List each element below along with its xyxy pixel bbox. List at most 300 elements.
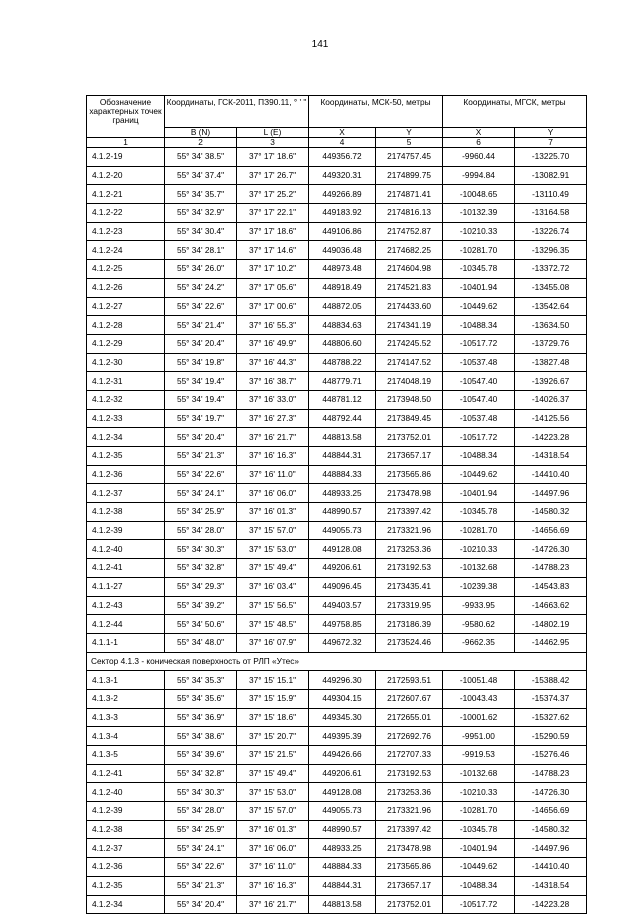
table-cell: -9951.00 xyxy=(443,727,515,746)
table-cell: 448872.05 xyxy=(309,297,376,316)
table-cell: 2173186.39 xyxy=(376,615,443,634)
table-cell: 37° 15' 15.9" xyxy=(237,689,309,708)
table-cell: 4.1.2-41 xyxy=(87,764,165,783)
table-cell: 4.1.3-5 xyxy=(87,746,165,765)
table-cell: -15374.37 xyxy=(515,689,587,708)
table-cell: 449672.32 xyxy=(309,633,376,652)
table-cell: 449426.66 xyxy=(309,746,376,765)
table-cell: 2173435.41 xyxy=(376,577,443,596)
table-cell: 4.1.3-4 xyxy=(87,727,165,746)
table-cell: 55° 34' 50.6" xyxy=(165,615,237,634)
table-cell: 2174433.60 xyxy=(376,297,443,316)
table-cell: 37° 16' 16.3" xyxy=(237,876,309,895)
subheader-cell: L (E) xyxy=(237,128,309,138)
table-cell: 448792.44 xyxy=(309,409,376,428)
table-cell: 4.1.2-30 xyxy=(87,353,165,372)
subheader-cell: X xyxy=(309,128,376,138)
table-cell: 55° 34' 24.1" xyxy=(165,839,237,858)
page-number: 141 xyxy=(311,39,329,50)
column-number: 7 xyxy=(515,138,587,148)
table-cell: 2173478.98 xyxy=(376,839,443,858)
table-cell: 4.1.2-39 xyxy=(87,521,165,540)
table-cell: -10132.68 xyxy=(443,559,515,578)
table-row xyxy=(87,802,587,821)
column-number: 3 xyxy=(237,138,309,148)
table-cell: 4.1.2-37 xyxy=(87,839,165,858)
table-cell: -10488.34 xyxy=(443,876,515,895)
table-row xyxy=(87,148,587,167)
table-cell: -13372.72 xyxy=(515,260,587,279)
table-cell: 4.1.2-44 xyxy=(87,615,165,634)
table-cell: 448918.49 xyxy=(309,278,376,297)
table-row xyxy=(87,185,587,204)
table-cell: 2173192.53 xyxy=(376,764,443,783)
table-cell: -13827.48 xyxy=(515,353,587,372)
table-cell: 4.1.2-35 xyxy=(87,876,165,895)
table-cell: 4.1.3-3 xyxy=(87,708,165,727)
table-cell: 37° 15' 49.4" xyxy=(237,764,309,783)
table-cell: -10449.62 xyxy=(443,297,515,316)
table-cell: 55° 34' 19.4" xyxy=(165,372,237,391)
table-cell: 55° 34' 28.1" xyxy=(165,241,237,260)
table-cell: 37° 15' 21.5" xyxy=(237,746,309,765)
table-cell: 449183.92 xyxy=(309,204,376,223)
table-cell: 2173752.01 xyxy=(376,428,443,447)
table-cell: 2173319.95 xyxy=(376,596,443,615)
table-cell: 2174245.52 xyxy=(376,334,443,353)
subheader-cell: Y xyxy=(376,128,443,138)
table-cell: 449266.89 xyxy=(309,185,376,204)
table-cell: 55° 34' 20.4" xyxy=(165,428,237,447)
table-cell: -14788.23 xyxy=(515,764,587,783)
table-cell: 55° 34' 32.8" xyxy=(165,559,237,578)
column-number: 4 xyxy=(309,138,376,148)
table-cell: 55° 34' 19.4" xyxy=(165,390,237,409)
table-cell: -14802.19 xyxy=(515,615,587,634)
table-cell: 55° 34' 39.2" xyxy=(165,596,237,615)
table-row xyxy=(87,222,587,241)
table-cell: 4.1.2-21 xyxy=(87,185,165,204)
table-cell: 448813.58 xyxy=(309,428,376,447)
table-cell: 2174682.25 xyxy=(376,241,443,260)
table-cell: -10517.72 xyxy=(443,895,515,914)
column-number: 1 xyxy=(87,138,165,148)
table-cell: 37° 16' 21.7" xyxy=(237,895,309,914)
table-cell: 449096.45 xyxy=(309,577,376,596)
table-cell: -10537.48 xyxy=(443,353,515,372)
table-cell: 449356.72 xyxy=(309,148,376,167)
table-row xyxy=(87,876,587,895)
table-cell: -10048.65 xyxy=(443,185,515,204)
table-cell: 55° 34' 26.0" xyxy=(165,260,237,279)
table-cell: 2174757.45 xyxy=(376,148,443,167)
table-cell: 2174147.52 xyxy=(376,353,443,372)
table-cell: -10132.68 xyxy=(443,764,515,783)
table-cell: 37° 16' 38.7" xyxy=(237,372,309,391)
table-row xyxy=(87,540,587,559)
table-row xyxy=(87,372,587,391)
table-cell: 449055.73 xyxy=(309,802,376,821)
table-cell: 55° 34' 19.8" xyxy=(165,353,237,372)
table-cell: 37° 16' 01.3" xyxy=(237,820,309,839)
subheader-cell: B (N) xyxy=(165,128,237,138)
table-cell: 55° 34' 19.7" xyxy=(165,409,237,428)
table-cell: -9960.44 xyxy=(443,148,515,167)
table-cell: 2174816.13 xyxy=(376,204,443,223)
table-cell: 2174871.41 xyxy=(376,185,443,204)
table-cell: 37° 16' 11.0" xyxy=(237,465,309,484)
table-cell: 4.1.2-40 xyxy=(87,783,165,802)
table-cell: 2173397.42 xyxy=(376,503,443,522)
table-cell: 2172607.67 xyxy=(376,689,443,708)
table-cell: -13729.76 xyxy=(515,334,587,353)
table-cell: 37° 17' 00.6" xyxy=(237,297,309,316)
table-cell: 37° 15' 15.1" xyxy=(237,671,309,690)
table-cell: 37° 16' 33.0" xyxy=(237,390,309,409)
column-number: 2 xyxy=(165,138,237,148)
table-cell: 2173253.36 xyxy=(376,540,443,559)
table-cell: 2173849.45 xyxy=(376,409,443,428)
table-cell: 2173321.96 xyxy=(376,802,443,821)
table-cell: -10517.72 xyxy=(443,428,515,447)
table-row xyxy=(87,521,587,540)
table-cell: 4.1.2-33 xyxy=(87,409,165,428)
table-row xyxy=(87,783,587,802)
table-row xyxy=(87,409,587,428)
table-cell: 448834.63 xyxy=(309,316,376,335)
table-row xyxy=(87,895,587,914)
table-cell: -14656.69 xyxy=(515,521,587,540)
header-point-designation: Обозначение характерных точек границ xyxy=(87,96,165,138)
table-cell: -10401.94 xyxy=(443,278,515,297)
table-cell: -10345.78 xyxy=(443,503,515,522)
table-cell: 55° 34' 32.8" xyxy=(165,764,237,783)
table-cell: 2174752.87 xyxy=(376,222,443,241)
table-row xyxy=(87,465,587,484)
table-cell: 4.1.1-1 xyxy=(87,633,165,652)
table-cell: 2172593.51 xyxy=(376,671,443,690)
table-cell: 448933.25 xyxy=(309,839,376,858)
table-cell: 449106.86 xyxy=(309,222,376,241)
table-row xyxy=(87,671,587,690)
table-cell: 55° 34' 28.0" xyxy=(165,521,237,540)
table-cell: 2173657.17 xyxy=(376,447,443,466)
table-cell: 4.1.2-31 xyxy=(87,372,165,391)
table-row xyxy=(87,746,587,765)
table-cell: 55° 34' 24.1" xyxy=(165,484,237,503)
table-cell: 449055.73 xyxy=(309,521,376,540)
table-cell: -10449.62 xyxy=(443,465,515,484)
table-cell: 4.1.2-32 xyxy=(87,390,165,409)
table-cell: -10547.40 xyxy=(443,372,515,391)
table-cell: 37° 16' 27.3" xyxy=(237,409,309,428)
table-cell: 37° 15' 53.0" xyxy=(237,540,309,559)
table-cell: 449758.85 xyxy=(309,615,376,634)
table-cell: 2173657.17 xyxy=(376,876,443,895)
table-cell: 55° 34' 20.4" xyxy=(165,334,237,353)
table-cell: 4.1.2-34 xyxy=(87,895,165,914)
table-cell: 55° 34' 24.2" xyxy=(165,278,237,297)
table-cell: -13455.08 xyxy=(515,278,587,297)
table-cell: -10537.48 xyxy=(443,409,515,428)
table-cell: 37° 15' 53.0" xyxy=(237,783,309,802)
table-cell: 448990.57 xyxy=(309,820,376,839)
table-cell: -14543.83 xyxy=(515,577,587,596)
table-cell: 37° 17' 25.2" xyxy=(237,185,309,204)
table-row xyxy=(87,615,587,634)
table-cell: 55° 34' 21.3" xyxy=(165,876,237,895)
table-cell: -10051.48 xyxy=(443,671,515,690)
table-cell: 448844.31 xyxy=(309,876,376,895)
table-row xyxy=(87,577,587,596)
table-cell: 4.1.2-29 xyxy=(87,334,165,353)
table-cell: -10401.94 xyxy=(443,484,515,503)
subheader-cell: X xyxy=(443,128,515,138)
table-cell: 448788.22 xyxy=(309,353,376,372)
header-gsk-coordinates: Координаты, ГСК-2011, ПЗ90.11, ° ' " xyxy=(165,96,309,128)
table-cell: 4.1.2-43 xyxy=(87,596,165,615)
table-body-sector-4-1-2 xyxy=(87,148,587,653)
table-cell: -10345.78 xyxy=(443,820,515,839)
table-cell: -14410.40 xyxy=(515,858,587,877)
table-cell: -14223.28 xyxy=(515,895,587,914)
table-cell: 37° 15' 20.7" xyxy=(237,727,309,746)
table-cell: 448806.60 xyxy=(309,334,376,353)
table-cell: 449403.57 xyxy=(309,596,376,615)
table-cell: -9580.62 xyxy=(443,615,515,634)
table-cell: 4.1.2-36 xyxy=(87,858,165,877)
table-cell: 37° 16' 06.0" xyxy=(237,839,309,858)
table-cell: 37° 15' 57.0" xyxy=(237,521,309,540)
table-row xyxy=(87,447,587,466)
table-row xyxy=(87,484,587,503)
table-row xyxy=(87,839,587,858)
table-row xyxy=(87,297,587,316)
table-cell: -14223.28 xyxy=(515,428,587,447)
table-cell: 37° 17' 26.7" xyxy=(237,166,309,185)
table-cell: -13634.50 xyxy=(515,316,587,335)
table-cell: 55° 34' 21.4" xyxy=(165,316,237,335)
table-cell: 37° 16' 11.0" xyxy=(237,858,309,877)
table-cell: -15327.62 xyxy=(515,708,587,727)
table-row xyxy=(87,166,587,185)
table-cell: 448884.33 xyxy=(309,858,376,877)
table-cell: 37° 16' 06.0" xyxy=(237,484,309,503)
table-cell: -14026.37 xyxy=(515,390,587,409)
table-row xyxy=(87,559,587,578)
table-cell: 37° 17' 22.1" xyxy=(237,204,309,223)
table-cell: 55° 34' 28.0" xyxy=(165,802,237,821)
table-cell: 4.1.2-38 xyxy=(87,503,165,522)
table-cell: -14410.40 xyxy=(515,465,587,484)
table-cell: 37° 16' 44.3" xyxy=(237,353,309,372)
table-cell: 4.1.2-37 xyxy=(87,484,165,503)
table-cell: 2173565.86 xyxy=(376,858,443,877)
table-cell: 4.1.2-34 xyxy=(87,428,165,447)
table-row xyxy=(87,727,587,746)
header-msk-coordinates: Координаты, МСК-50, метры xyxy=(309,96,443,128)
table-cell: -13082.91 xyxy=(515,166,587,185)
table-cell: 449320.31 xyxy=(309,166,376,185)
table-cell: 55° 34' 35.3" xyxy=(165,671,237,690)
table-cell: -14125.56 xyxy=(515,409,587,428)
table-cell: 449206.61 xyxy=(309,764,376,783)
table-cell: 4.1.2-25 xyxy=(87,260,165,279)
table-cell: 2173478.98 xyxy=(376,484,443,503)
table-cell: 37° 15' 49.4" xyxy=(237,559,309,578)
table-cell: 37° 15' 56.5" xyxy=(237,596,309,615)
table-cell: -10345.78 xyxy=(443,260,515,279)
table-row xyxy=(87,596,587,615)
table-cell: 4.1.2-35 xyxy=(87,447,165,466)
table-cell: 4.1.2-19 xyxy=(87,148,165,167)
table-cell: 4.1.2-38 xyxy=(87,820,165,839)
table-cell: 4.1.2-39 xyxy=(87,802,165,821)
table-cell: 448844.31 xyxy=(309,447,376,466)
table-cell: 55° 34' 30.3" xyxy=(165,783,237,802)
table-cell: 37° 16' 01.3" xyxy=(237,503,309,522)
table-cell: 2172655.01 xyxy=(376,708,443,727)
coordinates-table xyxy=(86,95,587,914)
table-cell: 4.1.1-27 xyxy=(87,577,165,596)
table-cell: -13296.35 xyxy=(515,241,587,260)
table-cell: 55° 34' 30.3" xyxy=(165,540,237,559)
table-cell: 448884.33 xyxy=(309,465,376,484)
table-cell: -10517.72 xyxy=(443,334,515,353)
table-cell: 55° 34' 25.9" xyxy=(165,820,237,839)
table-row xyxy=(87,858,587,877)
table-cell: -10488.34 xyxy=(443,447,515,466)
table-cell: 2172707.33 xyxy=(376,746,443,765)
table-cell: 4.1.2-20 xyxy=(87,166,165,185)
table-cell: -10281.70 xyxy=(443,802,515,821)
table-row xyxy=(87,278,587,297)
table-cell: 37° 15' 18.6" xyxy=(237,708,309,727)
table-cell: 55° 34' 29.3" xyxy=(165,577,237,596)
table-cell: -10401.94 xyxy=(443,839,515,858)
table-row xyxy=(87,204,587,223)
table-row xyxy=(87,708,587,727)
table-cell: 4.1.2-41 xyxy=(87,559,165,578)
table-cell: 449345.30 xyxy=(309,708,376,727)
table-cell: 37° 17' 10.2" xyxy=(237,260,309,279)
table-cell: -13542.64 xyxy=(515,297,587,316)
table-cell: 2174604.98 xyxy=(376,260,443,279)
table-cell: 4.1.2-28 xyxy=(87,316,165,335)
table-cell: 449304.15 xyxy=(309,689,376,708)
table-cell: 2173397.42 xyxy=(376,820,443,839)
table-cell: -13110.49 xyxy=(515,185,587,204)
table-row xyxy=(87,241,587,260)
table-body-sector-4-1-3 xyxy=(87,671,587,914)
table-cell: 4.1.2-22 xyxy=(87,204,165,223)
table-cell: -14663.62 xyxy=(515,596,587,615)
table-cell: 55° 34' 37.4" xyxy=(165,166,237,185)
table-cell: -10488.34 xyxy=(443,316,515,335)
table-cell: 4.1.3-1 xyxy=(87,671,165,690)
table-cell: 55° 34' 48.0" xyxy=(165,633,237,652)
table-cell: -15290.59 xyxy=(515,727,587,746)
table-cell: -14462.95 xyxy=(515,633,587,652)
table-cell: -9933.95 xyxy=(443,596,515,615)
table-cell: 37° 16' 49.9" xyxy=(237,334,309,353)
table-cell: 448779.71 xyxy=(309,372,376,391)
table-cell: -15388.42 xyxy=(515,671,587,690)
table-cell: -10210.33 xyxy=(443,540,515,559)
table-cell: -14580.32 xyxy=(515,503,587,522)
table-row xyxy=(87,633,587,652)
table-cell: 55° 34' 22.6" xyxy=(165,297,237,316)
table-cell: 37° 15' 57.0" xyxy=(237,802,309,821)
table-row xyxy=(87,503,587,522)
header-mgsk-coordinates: Координаты, МГСК, метры xyxy=(443,96,587,128)
table-cell: -15276.46 xyxy=(515,746,587,765)
table-cell: -14656.69 xyxy=(515,802,587,821)
table-cell: 37° 16' 16.3" xyxy=(237,447,309,466)
table-row xyxy=(87,689,587,708)
table-row xyxy=(87,260,587,279)
section-label: Сектор 4.1.3 - коническая поверхность от РЛП «Утес» xyxy=(87,652,587,671)
table-body-section xyxy=(87,652,587,671)
table-cell: -10043.43 xyxy=(443,689,515,708)
table-cell: 2173752.01 xyxy=(376,895,443,914)
table-cell: 2173524.46 xyxy=(376,633,443,652)
table-cell: 2174048.19 xyxy=(376,372,443,391)
table-cell: 449296.30 xyxy=(309,671,376,690)
table-cell: 2173253.36 xyxy=(376,783,443,802)
table-cell: 37° 17' 18.6" xyxy=(237,148,309,167)
table-cell: -9662.35 xyxy=(443,633,515,652)
table-cell: 55° 34' 35.6" xyxy=(165,689,237,708)
column-number: 6 xyxy=(443,138,515,148)
table-cell: 2173192.53 xyxy=(376,559,443,578)
table-cell: 4.1.2-24 xyxy=(87,241,165,260)
table-cell: -14726.30 xyxy=(515,540,587,559)
table-cell: -14580.32 xyxy=(515,820,587,839)
table-cell: 4.1.2-23 xyxy=(87,222,165,241)
table-cell: 2173321.96 xyxy=(376,521,443,540)
table-row xyxy=(87,764,587,783)
table-cell: 37° 17' 18.6" xyxy=(237,222,309,241)
table-cell: 2172692.76 xyxy=(376,727,443,746)
table-cell: 449128.08 xyxy=(309,540,376,559)
table-cell: 4.1.2-40 xyxy=(87,540,165,559)
table-cell: -14788.23 xyxy=(515,559,587,578)
table-cell: 37° 17' 05.6" xyxy=(237,278,309,297)
table-cell: 2174521.83 xyxy=(376,278,443,297)
table-row xyxy=(87,390,587,409)
table-cell: -10210.33 xyxy=(443,783,515,802)
table-cell: -9919.53 xyxy=(443,746,515,765)
table-cell: 37° 16' 03.4" xyxy=(237,577,309,596)
table-cell: 2173948.50 xyxy=(376,390,443,409)
table-cell: 55° 34' 20.4" xyxy=(165,895,237,914)
table-cell: -10001.62 xyxy=(443,708,515,727)
table-cell: 37° 16' 55.3" xyxy=(237,316,309,335)
table-cell: -14726.30 xyxy=(515,783,587,802)
table-cell: -14497.96 xyxy=(515,839,587,858)
table-cell: 2174341.19 xyxy=(376,316,443,335)
table-cell: -13226.74 xyxy=(515,222,587,241)
table-cell: 37° 16' 07.9" xyxy=(237,633,309,652)
table-cell: 37° 17' 14.6" xyxy=(237,241,309,260)
table-cell: -10449.62 xyxy=(443,858,515,877)
table-cell: 37° 16' 21.7" xyxy=(237,428,309,447)
table-cell: -10239.38 xyxy=(443,577,515,596)
table-cell: -10132.39 xyxy=(443,204,515,223)
table-row xyxy=(87,428,587,447)
table-cell: -10281.70 xyxy=(443,521,515,540)
